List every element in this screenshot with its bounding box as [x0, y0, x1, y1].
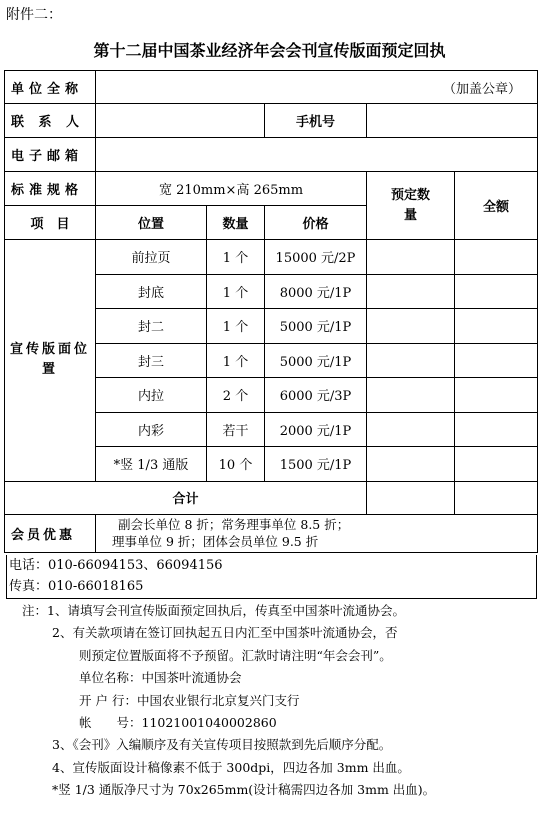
unit-name-label: 单位全称: [5, 71, 96, 104]
note-line: 4、宣传版面设计稿像素不低于 300dpi，四边各加 3mm 出血。: [52, 759, 410, 775]
phone-label: 手机号: [265, 104, 367, 138]
note-line: 帐 号：11021001040002860: [79, 715, 277, 731]
row-amount-input[interactable]: [455, 447, 538, 482]
row-position: 封底: [96, 274, 207, 309]
quantity-header: 数量: [207, 206, 265, 240]
appendix-label: 附件二：: [6, 7, 62, 23]
contact-person-field[interactable]: [96, 104, 265, 138]
member-discount-label: 会员优惠: [5, 514, 96, 552]
item-header: 项 目: [5, 206, 96, 240]
spec-value: 宽 210mm×高 265mm: [96, 172, 367, 206]
row-price: 2000 元/1P: [265, 412, 367, 447]
amount-header: 全额: [455, 172, 538, 240]
member-discount-line-1: 副会长单位 8 折；常务理事单位 8.5 折；: [118, 517, 350, 532]
note-line: 开 户 行：中国农业银行北京复兴门支行: [79, 692, 300, 708]
table-row: [5, 240, 538, 275]
row-position: 内彩: [96, 412, 207, 447]
row-preorder-input[interactable]: [367, 378, 455, 413]
row-quantity: 2 个: [207, 378, 265, 413]
row-amount-input[interactable]: [455, 412, 538, 447]
row-preorder-input[interactable]: [367, 447, 455, 482]
contact-person-label: 联 系 人: [5, 104, 96, 138]
ad-section-label: 宣传版面位置: [5, 240, 96, 482]
row-price: 15000 元/2P: [265, 240, 367, 275]
row-price: 5000 元/1P: [265, 343, 367, 378]
row-amount-input[interactable]: [455, 343, 538, 378]
row-preorder-input[interactable]: [367, 412, 455, 447]
row-price: 8000 元/1P: [265, 274, 367, 309]
row-position: 前拉页: [96, 240, 207, 275]
total-amount-field[interactable]: [455, 481, 538, 514]
member-discount-text: [96, 514, 538, 552]
row-position: 内拉: [96, 378, 207, 413]
row-quantity: 1 个: [207, 343, 265, 378]
note-line: 2、有关款项请在签订回执起五日内汇至中国茶叶流通协会，否: [52, 625, 398, 641]
spec-label: 标准规格: [5, 172, 96, 206]
row-quantity: 10 个: [207, 447, 265, 482]
row-amount-input[interactable]: [455, 378, 538, 413]
row-position: 封三: [96, 343, 207, 378]
member-discount-line-2: 理事单位 9 折；团体会员单位 9.5 折: [112, 534, 319, 549]
row-quantity: 1 个: [207, 274, 265, 309]
note-line: 则预定位置版面将不予预留。汇款时请注明“年会会刊”。: [79, 647, 392, 663]
total-quantity-field[interactable]: [367, 481, 455, 514]
price-header: 价格: [265, 206, 367, 240]
note-line: 注：1、请填写会刊宣传版面预定回执后，传真至中国茶叶流通协会。: [22, 603, 405, 618]
row-amount-input[interactable]: [455, 274, 538, 309]
phone-number: 电话：010-66094153、66094156: [9, 558, 223, 573]
row-amount-input[interactable]: [455, 309, 538, 344]
row-position: *竖 1/3 通版: [96, 447, 207, 482]
total-label: 合计: [5, 481, 367, 514]
seal-note: （加盖公章）: [443, 81, 522, 97]
row-quantity: 若干: [207, 412, 265, 447]
contact-info: [6, 555, 537, 599]
row-preorder-input[interactable]: [367, 343, 455, 378]
notes: [0, 600, 539, 802]
preorder-quantity-header: 预定数量: [367, 172, 455, 240]
row-amount-input[interactable]: [455, 240, 538, 275]
row-price: 6000 元/3P: [265, 378, 367, 413]
row-preorder-input[interactable]: [367, 240, 455, 275]
email-label: 电子邮箱: [5, 138, 96, 172]
row-position: 封二: [96, 309, 207, 344]
row-quantity: 1 个: [207, 240, 265, 275]
form-title: 第十二届中国茶业经济年会会刊宣传版面预定回执: [93, 41, 446, 60]
row-preorder-input[interactable]: [367, 274, 455, 309]
unit-name-field[interactable]: [96, 71, 538, 104]
note-line: *竖 1/3 通版净尺寸为 70x265mm(设计稿需四边各加 3mm 出血)。: [52, 782, 436, 798]
note-line: 3、《会刊》入编顺序及有关宣传项目按照款到先后顺序分配。: [52, 737, 392, 753]
row-quantity: 1 个: [207, 309, 265, 344]
reservation-form-table: [4, 70, 538, 553]
note-line: 单位名称：中国茶叶流通协会: [79, 670, 242, 686]
phone-field[interactable]: [367, 104, 538, 138]
row-price: 1500 元/1P: [265, 447, 367, 482]
row-preorder-input[interactable]: [367, 309, 455, 344]
position-header: 位置: [96, 206, 207, 240]
row-price: 5000 元/1P: [265, 309, 367, 344]
fax-number: 传真：010-66018165: [9, 579, 144, 594]
email-field[interactable]: [96, 138, 538, 172]
